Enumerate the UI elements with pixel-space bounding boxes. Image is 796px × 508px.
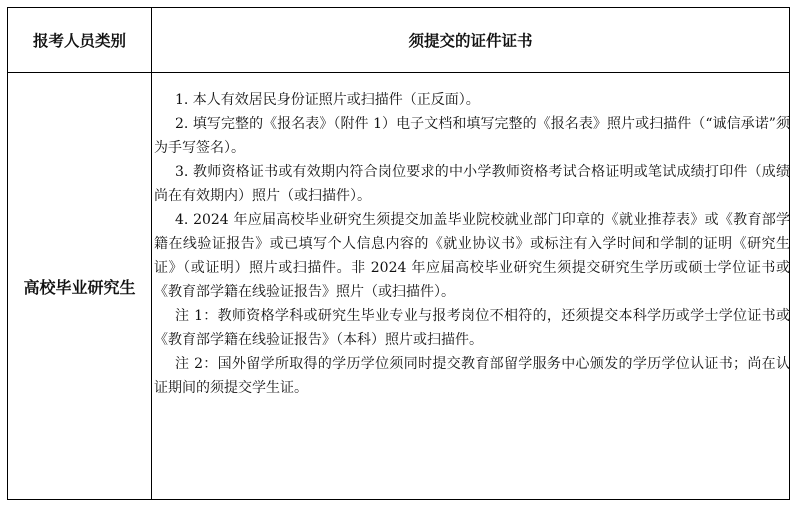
note-2: 注 2：国外留学所取得的学历学位须同时提交教育部留学服务中心颁发的学历学位认证书；尚在认证期间的须提交学生证。 [154,356,790,396]
category-cell: 高校毕业研究生 [23,277,136,297]
requirement-item-1: 1. 本人有效居民身份证照片或扫描件（正反面）。 [175,92,480,108]
header-category: 报考人员类别 [32,31,126,50]
requirement-item-3: 3. 教师资格证书或有效期内符合岗位要求的中小学教师资格考试合格证明或笔试成绩打印件（成绩尚在有效期内）照片（或扫描件）。 [154,164,790,204]
requirement-item-4: 4. 2024 年应届高校毕业研究生须提交加盖毕业院校就业部门印章的《就业推荐表》或《教育部学籍在线验证报告》或已填写个人信息内容的《就业协议书》或标注有入学时间和学制的证明《研究生证》（或证明）照片或扫描件。非 2024 年应届高校毕业研究生须提交研究生学历或硕士学位证书或《教育部学籍在线验证报告》照片（或扫描件）。 [154,212,790,300]
requirement-item-2: 2. 填写完整的《报名表》（附件 1）电子文档和填写完整的《报名表》照片或扫描件（“诚信承诺”须为手写签名）。 [154,116,790,156]
column-divider [151,8,152,499]
header-documents: 须提交的证件证书 [408,31,533,50]
documents-cell [154,88,790,400]
note-1: 注 1：教师资格学科或研究生毕业专业与报考岗位不相符的，还须提交本科学历或学士学位证书或《教育部学籍在线验证报告》（本科）照片或扫描件。 [154,308,790,348]
